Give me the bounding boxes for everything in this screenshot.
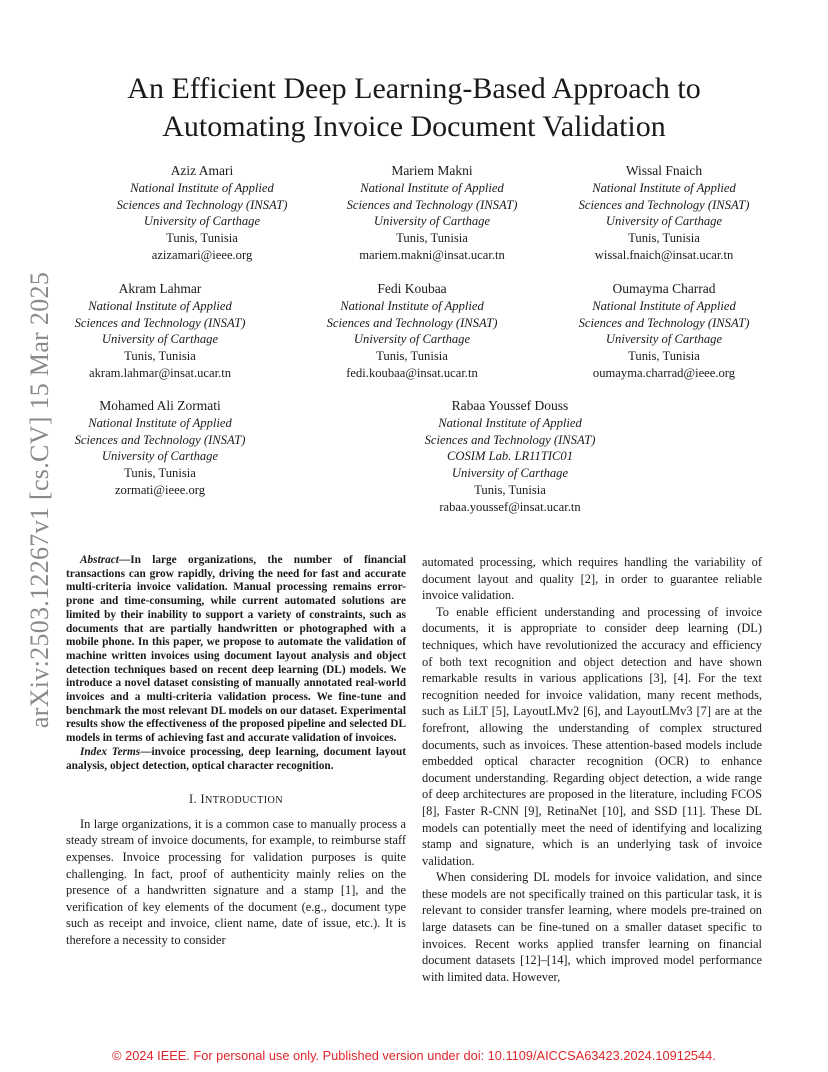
author-city: Tunis, Tunisia — [166, 231, 238, 246]
author-university: University of Carthage — [605, 332, 723, 347]
author-name: Oumayma Charrad — [612, 281, 716, 296]
author-institute: Sciences and Technology (INSAT) — [74, 315, 246, 330]
copyright-footer: © 2024 IEEE. For personal use only. Published version under doi: 10.1109/AICCSA63423.2024.10912544. — [112, 1048, 716, 1063]
author-block — [540, 163, 788, 264]
author-name: Mariem Makni — [391, 163, 473, 178]
author-name: Akram Lahmar — [118, 281, 202, 296]
paper-title — [70, 70, 758, 146]
section-title-rest: NTRODUCTION — [205, 795, 284, 807]
paper-title-line-1: An Efficient Deep Learning-Based Approach to — [127, 72, 701, 105]
paper-title-line-2: Automating Invoice Document Validation — [162, 110, 666, 143]
author-institute: Sciences and Technology (INSAT) — [346, 197, 518, 212]
author-email: oumayma.charrad@ieee.org — [592, 365, 736, 380]
body-paragraph: In large organizations, it is a common case to manually process a steady stream of invoice documents, for example, to reimburse staff expenses. Invoice processing for validation purposes is quite challenging. In fact, proof of authenticity mainly relies on the presence of a handwritten signature and a stamp [1], and the verification of key elements of the document (e.g., document type such as receipt and invoice, client name, date of issue, etc.). It is therefore a necessity to consider — [66, 816, 406, 947]
author-university: University of Carthage — [605, 214, 723, 229]
arxiv-identifier: arXiv:2503.12267v1 [cs.CV] 15 Mar 2025 — [25, 271, 54, 729]
author-institute: Sciences and Technology (INSAT) — [116, 197, 288, 212]
left-column — [66, 554, 406, 949]
author-email: mariem.makni@insat.ucar.tn — [359, 247, 505, 262]
author-email: azizamari@ieee.org — [151, 247, 253, 262]
author-email: akram.lahmar@insat.ucar.tn — [88, 365, 232, 380]
author-university: University of Carthage — [353, 332, 471, 347]
author-name: Aziz Amari — [170, 163, 234, 178]
author-city: Tunis, Tunisia — [376, 349, 448, 364]
author-institute: Sciences and Technology (INSAT) — [578, 197, 750, 212]
author-email: fedi.koubaa@insat.ucar.tn — [346, 365, 478, 380]
author-block — [78, 163, 326, 264]
author-institute: National Institute of Applied — [592, 180, 736, 195]
author-city: Tunis, Tunisia — [124, 466, 196, 481]
author-name: Wissal Fnaich — [625, 163, 703, 178]
body-paragraph: automated processing, which requires handling the variability of document layout and quality [2], in order to guarantee reliable invoice validation. — [422, 555, 762, 603]
author-institute: Sciences and Technology (INSAT) — [326, 315, 498, 330]
author-block — [36, 398, 284, 499]
author-institute: National Institute of Applied — [88, 415, 232, 430]
abstract-text: —In large organizations, the number of financial transactions can grow rapidly, driving the need for fast and accurate multi-criteria invoice validation. Manual processing remains error-prone and time-consuming, while current automated solutions are limited by their inability to support a variety of constraints, such as documents that are partially handwritten or photographed with a mobile phone. In this paper, we propose to automate the validation of machine written invoices using document layout analysis and object detection techniques based on recent deep learning (DL) models. We introduce a novel dataset consisting of manually annotated real-world invoices and a multi-criteria validation process. We fine-tune and benchmark the most relevant DL models on our dataset. Experimental results show the effectiveness of the proposed pipeline and selected DL models in terms of achieving fast and accurate validation of invoices. — [66, 554, 406, 745]
index-terms-label: Index Terms — [80, 745, 141, 758]
author-institute: National Institute of Applied — [340, 298, 484, 313]
section-heading-introduction — [66, 791, 406, 810]
author-institute: Sciences and Technology (INSAT) — [578, 315, 750, 330]
author-block — [540, 281, 788, 382]
abstract — [66, 554, 406, 746]
author-university: University of Carthage — [101, 449, 219, 464]
index-terms-text: —invoice processing, deep learning, document layout analysis, object detection, optical character recognition. — [66, 745, 406, 772]
author-city: Tunis, Tunisia — [396, 231, 468, 246]
author-block — [288, 281, 536, 382]
author-city: Tunis, Tunisia — [628, 349, 700, 364]
author-university: University of Carthage — [143, 214, 261, 229]
author-lab: COSIM Lab. LR11TIC01 — [446, 449, 574, 464]
body-paragraph: To enable efficient understanding and processing of invoice documents, it is appropriate to consider deep learning (DL) techniques, which have revolutionized the accuracy and efficiency of both text recognition and object detection and have shown remarkable results in various applications [3], [4]. For the text recognition needed for invoice validation, many recent methods, such as LiLT [5], LayoutLMv2 [6], and LayoutLMv3 [7] are at the forefront, allowing the understanding of complex structured documents, such as invoices. These attention-based models include embedded optical character recognition (OCR) to enhance document understanding. Regarding object detection, a wide range of deep architectures are proposed in the literature, including FCOS [8], Faster R-CNN [9], RetinaNet [10], and SSD [11]. These DL models can potentially meet the need of identifying and localizing stamp and signature, which is an underlying task of invoice validation. — [422, 604, 762, 868]
author-institute: Sciences and Technology (INSAT) — [424, 432, 596, 447]
author-city: Tunis, Tunisia — [474, 482, 546, 497]
author-email: zormati@ieee.org — [114, 482, 206, 497]
author-institute: National Institute of Applied — [592, 298, 736, 313]
author-institute: National Institute of Applied — [438, 415, 582, 430]
author-institute: National Institute of Applied — [130, 180, 274, 195]
author-block — [36, 281, 284, 382]
author-name: Rabaa Youssef Douss — [451, 398, 569, 413]
section-initial: I — [200, 792, 206, 807]
author-name: Mohamed Ali Zormati — [99, 398, 221, 413]
author-university: University of Carthage — [101, 332, 219, 347]
author-email: wissal.fnaich@insat.ucar.tn — [594, 247, 734, 262]
author-city: Tunis, Tunisia — [628, 231, 700, 246]
author-block — [386, 398, 634, 516]
author-block — [308, 163, 556, 264]
author-email: rabaa.youssef@insat.ucar.tn — [439, 499, 581, 514]
author-institute: National Institute of Applied — [360, 180, 504, 195]
abstract-label: Abstract — [80, 554, 119, 566]
body-paragraph: When considering DL models for invoice validation, and since these models are not specifically trained on this particular task, it is relevant to consider transfer learning, where models pre-trained on large datasets can be fine-tuned on a smaller dataset specific to invoices. Recent works applied transfer learning on financial document datasets [12]–[14], which improved model performance with limited data. However, — [422, 870, 762, 984]
author-institute: Sciences and Technology (INSAT) — [74, 432, 246, 447]
index-terms — [66, 746, 406, 773]
right-column — [422, 554, 762, 985]
author-university: University of Carthage — [373, 214, 491, 229]
author-university: University of Carthage — [451, 466, 569, 481]
section-number: I. — [188, 792, 201, 807]
author-city: Tunis, Tunisia — [124, 349, 196, 364]
author-name: Fedi Koubaa — [377, 281, 447, 296]
author-institute: National Institute of Applied — [88, 298, 232, 313]
